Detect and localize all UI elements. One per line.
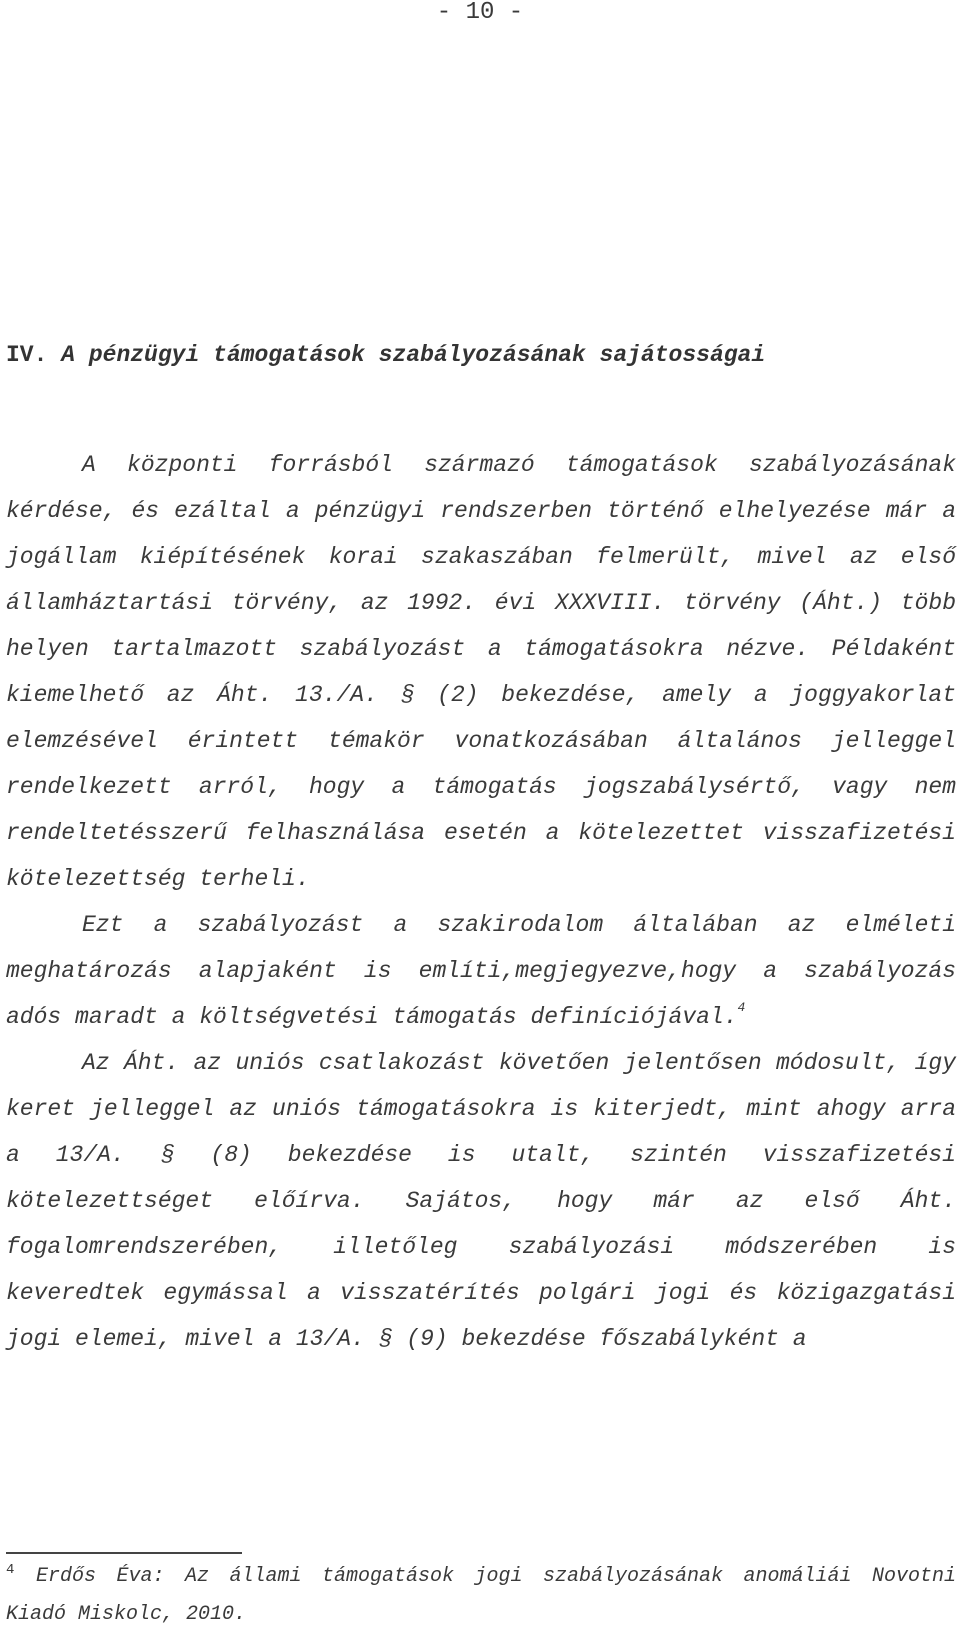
paragraph-2 [6,902,956,1040]
footnote: 4 Erdős Éva: Az állami támogatások jogi szabályozásának anomáliái Novotni Kiadó Miskolc, 2010. [6,1562,956,1626]
footnote-text: Erdős Éva: Az állami támogatások jogi szabályozásának anomáliái Novotni Kiadó Miskolc, 2010. [6,1565,956,1626]
footnote-divider [6,1552,242,1554]
page-number: - 10 - [436,0,524,26]
body-text [6,442,956,1362]
section-heading [6,340,956,370]
paragraph-3: Az Áht. az uniós csatlakozást követően jelentősen módosult, így keret jelleggel az uniós támogatásokra is kiterjedt, mint ahogy arra a 13/A. § (8) bekezdése is utalt, szintén visszafizetési kötelezettséget előírva. Sajátos, hogy már az első Áht. fogalomrendszerében, illetőleg szabályozási módszerében is keveredtek egymással a visszatérítés polgári jogi és közigazgatási jogi elemei, mivel a 13/A. § (9) bekezdése főszabályként a [6,1050,956,1352]
footnote-reference: 4 [737,1000,746,1015]
section-title: A pénzügyi támogatások szabályozásának sajátosságai [61,342,766,368]
paragraph-1: A központi forrásból származó támogatások szabályozásának kérdése, és ezáltal a pénzügyi rendszerben történő elhelyezése már a jogállam kiépítésének korai szakaszában felmerült, mivel az első államháztartási törvény, az 1992. évi XXXVIII. törvény (Áht.) több helyen tartalmazott szabályozást a támogatásokra nézve. Példaként kiemelhető az Áht. 13./A. § (2) bekezdése, amely a joggyakorlat elemzésével érintett témakör vonatkozásában általános jelleggel rendelkezett arról, hogy a támogatás jogszabálysértő, vagy nem rendeltetésszerű felhasználása esetén a kötelezettet visszafizetési kötelezettség terheli. [6,452,956,892]
paragraph-2-text: Ezt a szabályozást a szakirodalom általában az elméleti meghatározás alapjaként is említi,megjegyezve,hogy a szabályozás adós maradt a költségvetési támogatás definíciójával. [6,912,956,1030]
section-number: IV. [6,342,48,368]
